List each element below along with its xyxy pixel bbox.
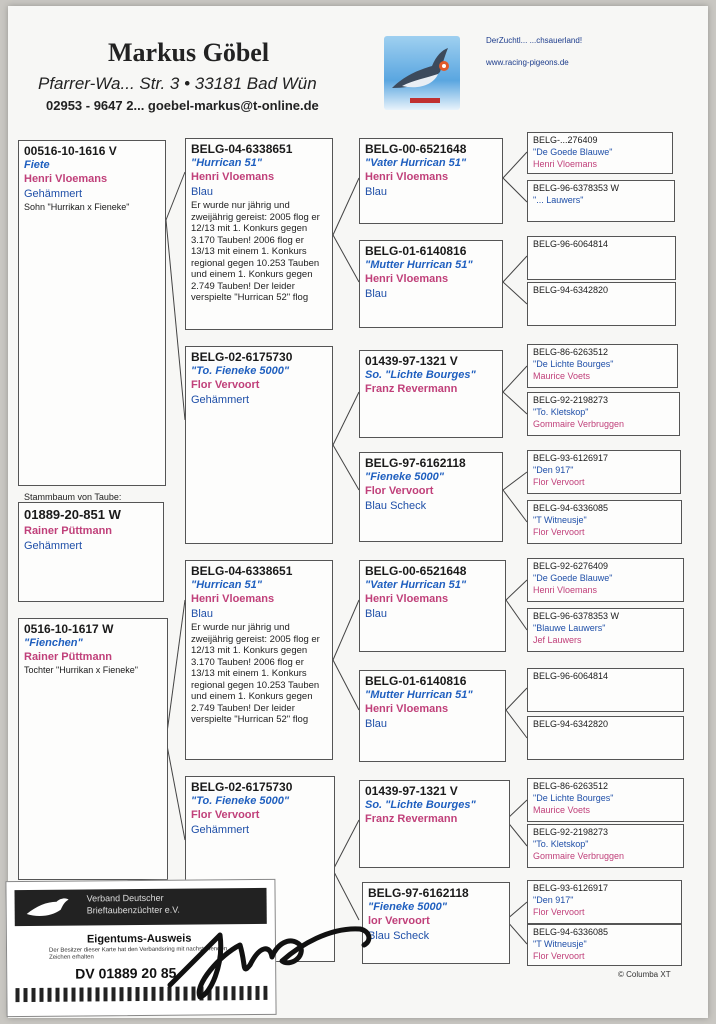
pigeon-color: Blau <box>365 718 388 730</box>
pigeon-name: "To. Kletskop" <box>533 407 589 417</box>
ring-number: BELG-96-6064814 <box>533 239 609 249</box>
ring-number: 0516-10-1617 W <box>24 622 114 636</box>
pigeon-name: "To. Fieneke 5000" <box>191 795 290 807</box>
ring-number: BELG-01-6140816 <box>365 674 467 688</box>
pigeon-name: "Fieneke 5000" <box>365 471 444 483</box>
breeder-name: Flor Vervoort <box>533 907 585 917</box>
pigeon-name: So. "Lichte Bourges" <box>365 369 476 381</box>
breeder-name: Henri Vloemans <box>533 585 598 595</box>
breeder-name: Henri Vloemans <box>365 273 449 285</box>
breeder-name: Henri Vloemans <box>533 159 598 169</box>
breeder-name: Flor Vervoort <box>533 527 585 537</box>
ring-number: 01439-97-1321 V <box>365 354 458 368</box>
great-grandparent-card-4 <box>527 282 676 326</box>
pigeon-name: "Den 917" <box>533 465 574 475</box>
pigeon-name: "Vater Hurrican 51" <box>365 157 467 169</box>
pigeon-color: Gehämmert <box>24 188 83 200</box>
ring-number: BELG-97-6162118 <box>368 886 469 900</box>
great-grandparent-card-13 <box>527 778 684 822</box>
ring-number: BELG-97-6162118 <box>365 456 466 470</box>
pigeon-name: "Mutter Hurrican 51" <box>365 689 473 701</box>
breeder-name: Henri Vloemans <box>365 171 449 183</box>
breeder-name: Flor Vervoort <box>191 379 260 391</box>
breeder-name: Rainer Püttmann <box>24 651 113 663</box>
grandparent-card-4 <box>359 452 503 542</box>
great-grandparent-card-2 <box>527 180 675 222</box>
pigeon-color: Gehämmert <box>191 824 250 836</box>
breeder-name: Franz Revermann <box>365 813 458 825</box>
ring-number: BELG-00-6521648 <box>365 142 467 156</box>
parent-card-1 <box>185 138 333 330</box>
pigeon-color: Blau <box>191 186 214 198</box>
performance-description: Er wurde nur jährig und zweijährig gereist: 2005 flog er 12/13 mit 1. Konkurs gegen 3.170 Tauben! 2006 flog er 13/13 mit einem 1. Konkurs regional gegen 10.253 Tauben und einem 1. Konkurs gegen 2.749 Tauben! Der leider verspielte "Hurrican 52" flog <box>191 622 320 725</box>
ring-number: BELG-00-6521648 <box>365 564 467 578</box>
dove-icon <box>23 896 73 922</box>
breeder-name: Flor Vervoort <box>533 477 585 487</box>
pigeon-color: Blau <box>365 288 388 300</box>
pigeon-name: So. "Lichte Bourges" <box>365 799 476 811</box>
subject-card-2 <box>18 502 164 602</box>
ring-number: BELG-96-6064814 <box>533 671 609 681</box>
great-grandparent-card-10 <box>527 608 684 652</box>
ring-number: BELG-01-6140816 <box>365 244 467 258</box>
great-grandparent-card-12 <box>527 716 684 760</box>
ring-number: BELG-93-6126917 <box>533 453 609 463</box>
great-grandparent-card-15 <box>527 880 682 924</box>
pedigree-of-label: Stammbaum von Taube: <box>24 492 122 502</box>
great-grandparent-card-14 <box>527 824 684 868</box>
breeder-name: Henri Vloemans <box>191 593 275 605</box>
pigeon-note: Sohn "Hurrikan x Fieneke" <box>24 202 130 212</box>
ring-number: 01889-20-851 W <box>24 507 121 522</box>
pigeon-name: "Mutter Hurrican 51" <box>365 259 473 271</box>
ring-number: BELG-94-6336085 <box>533 503 609 513</box>
pigeon-name: "Blauwe Lauwers" <box>533 623 606 633</box>
ring-number: BELG-92-6276409 <box>533 561 609 571</box>
pigeon-name: "De Goede Blauwe" <box>533 573 613 583</box>
ring-number: BELG-94-6342820 <box>533 285 609 295</box>
ring-number: BELG-94-6342820 <box>533 719 609 729</box>
ring-number: BELG-96-6378353 W <box>533 183 620 193</box>
pigeon-name: "T Witneusje" <box>533 939 587 949</box>
owner-name: Markus Göbel <box>108 38 270 67</box>
grandparent-card-1 <box>359 138 503 224</box>
ring-number: 01439-97-1321 V <box>365 784 458 798</box>
pigeon-name: "Vater Hurrican 51" <box>365 579 467 591</box>
ring-number: BELG-04-6338651 <box>191 564 293 578</box>
pigeon-color: Blau <box>191 608 214 620</box>
pigeon-name: "To. Kletskop" <box>533 839 589 849</box>
breeder-name: Maurice Voets <box>533 371 591 381</box>
id-card-title: Eigentums-Ausweis <box>86 932 192 946</box>
great-grandparent-card-5 <box>527 344 678 388</box>
pigeon-name: "De Lichte Bourges" <box>533 793 614 803</box>
ring-number: BELG-02-6175730 <box>191 350 293 364</box>
breeder-name: Flor Vervoort <box>365 485 434 497</box>
ring-number: BELG-94-6336085 <box>533 927 609 937</box>
parent-card-3 <box>185 560 333 760</box>
breeder-name: Rainer Püttmann <box>24 525 113 537</box>
great-grandparent-card-16 <box>527 924 682 966</box>
pigeon-name: "To. Fieneke 5000" <box>191 365 290 377</box>
ring-number: BELG-86-6263512 <box>533 347 609 357</box>
great-grandparent-card-11 <box>527 668 684 712</box>
ring-number: BELG-93-6126917 <box>533 883 609 893</box>
pigeon-name: "De Lichte Bourges" <box>533 359 614 369</box>
great-grandparent-card-8 <box>527 500 682 544</box>
grandparent-card-3 <box>359 350 503 438</box>
pigeon-color: Blau <box>365 186 388 198</box>
breeder-name: Gommaire Verbruggen <box>533 851 625 861</box>
ring-number: BELG-02-6175730 <box>191 780 293 794</box>
ring-number: BELG-...276409 <box>533 135 598 145</box>
parent-card-2 <box>185 346 333 544</box>
grandparent-card-5 <box>359 560 506 652</box>
club-url: www.racing-pigeons.de <box>486 58 569 67</box>
breeder-name: Henri Vloemans <box>365 703 449 715</box>
owner-address: Pfarrer-Wa... Str. 3 • 33181 Bad Wün <box>38 74 317 93</box>
breeder-name: Maurice Voets <box>533 805 591 815</box>
ring-number: BELG-86-6263512 <box>533 781 609 791</box>
pigeon-name: "Den 917" <box>533 895 574 905</box>
pigeon-note: Tochter "Hurrikan x Fieneke" <box>24 665 138 675</box>
association-name-line2: Brieftaubenzüchter e.V. <box>86 904 180 916</box>
pigeon-color: Blau <box>365 608 388 620</box>
pigeon-name: "Fieneke 5000" <box>368 901 447 913</box>
great-grandparent-card-7 <box>527 450 681 494</box>
breeder-name: Flor Vervoort <box>191 809 260 821</box>
pigeon-color: Blau Scheck <box>368 930 430 942</box>
grandparent-card-2 <box>359 240 503 328</box>
grandparent-card-6 <box>359 670 506 762</box>
id-card-number: DV 01889 20 85 <box>75 964 177 982</box>
performance-description: Er wurde nur jährig und zweijährig gereist: 2005 flog er 12/13 mit 1. Konkurs gegen 3.170 Tauben! 2006 flog er 13/13 mit einem 1. Konkurs regional gegen 10.253 Tauben und einem 1. Konkurs gegen 2.749 Tauben! Der leider verspielte "Hurrican 52" flog <box>191 200 320 303</box>
pigeon-name: "De Goede Blauwe" <box>533 147 613 157</box>
pigeon-color: Gehämmert <box>24 540 83 552</box>
subject-card-1 <box>18 140 166 486</box>
pigeon-color: Gehämmert <box>191 394 250 406</box>
pigeon-name: "T Witneusje" <box>533 515 587 525</box>
pigeon-name: "Hurrican 51" <box>191 157 262 169</box>
breeder-name: Jef Lauwers <box>533 635 582 645</box>
club-slogan: DerZuchtl... ...chsauerland! <box>486 36 583 45</box>
great-grandparent-card-6 <box>527 392 680 436</box>
breeder-name: Henri Vloemans <box>365 593 449 605</box>
breeder-name: Flor Vervoort <box>533 951 585 961</box>
pigeon-name: Fiete <box>24 159 50 171</box>
ring-number: BELG-92-2198273 <box>533 395 609 405</box>
subject-card-3 <box>18 618 168 880</box>
breeder-name: lor Vervoort <box>368 915 430 927</box>
ring-number: BELG-92-2198273 <box>533 827 609 837</box>
association-name-line1: Verband Deutscher <box>86 892 164 904</box>
breeder-name: Gommaire Verbruggen <box>533 419 625 429</box>
great-grandparent-card-3 <box>527 236 676 280</box>
ring-number: 00516-10-1616 V <box>24 144 117 158</box>
ring-number: BELG-04-6338651 <box>191 142 293 156</box>
signature-icon <box>150 905 390 1005</box>
great-grandparent-card-9 <box>527 558 684 602</box>
pigeon-name: "Fienchen" <box>24 637 83 649</box>
breeder-name: Henri Vloemans <box>191 171 275 183</box>
copyright: © Columba XT <box>618 970 671 979</box>
pigeon-name: "... Lauwers" <box>533 195 584 205</box>
ring-number: BELG-96-6378353 W <box>533 611 620 621</box>
id-card-fineprint: Der Besitzer dieser Karte hat den Verbandsring mit nachstehenden Zeichen erhalten <box>48 946 228 961</box>
breeder-name: Franz Revermann <box>365 383 458 395</box>
breeder-name: Henri Vloemans <box>24 173 108 185</box>
great-grandparent-card-1 <box>527 132 673 174</box>
grandparent-card-7 <box>359 780 510 868</box>
pigeon-color: Blau Scheck <box>365 500 427 512</box>
pigeon-name: "Hurrican 51" <box>191 579 262 591</box>
owner-contact: 02953 - 9647 2... goebel-markus@t-online.de <box>46 98 319 113</box>
